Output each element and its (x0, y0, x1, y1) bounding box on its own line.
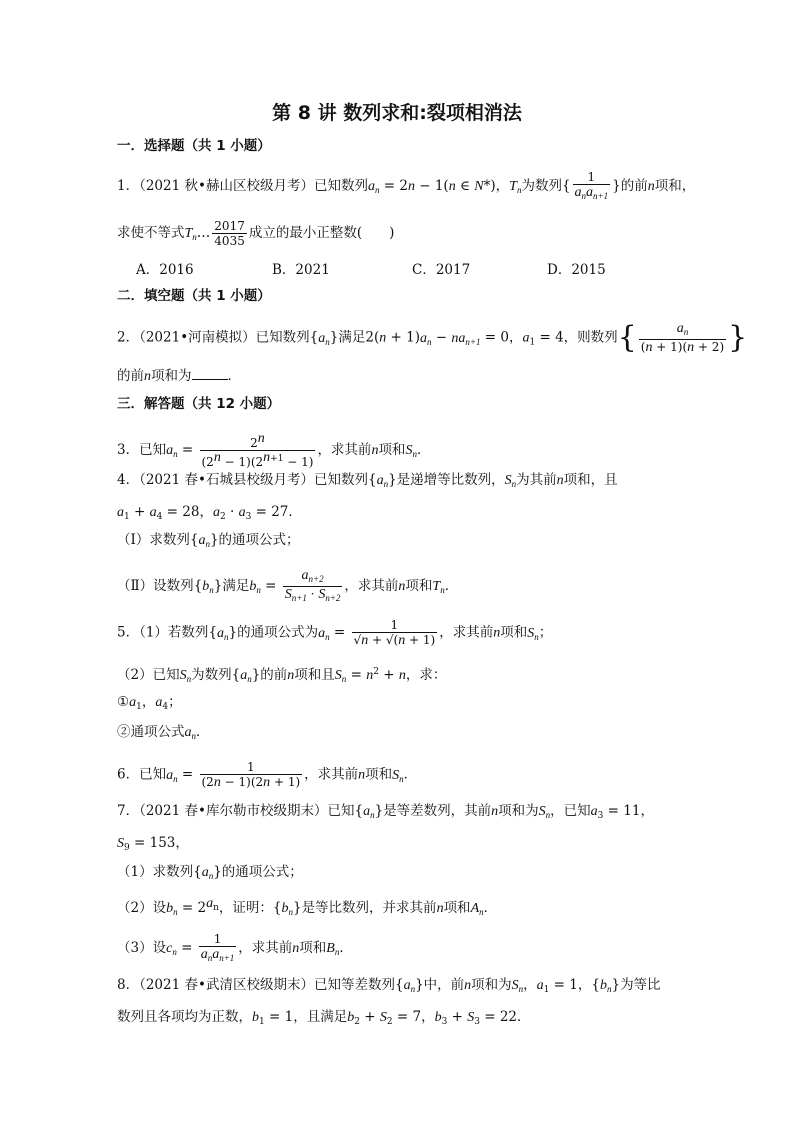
text: ① (117, 694, 130, 710)
text: 成立的最小正整数( ) (248, 225, 395, 241)
text: ， (199, 504, 213, 520)
text: 已知数列 (255, 329, 310, 346)
text: 数列且各项均为正数， (117, 1009, 252, 1025)
question-source: （2021 春•石城县校级月考） (139, 472, 314, 488)
text: ②通项公式 (117, 724, 185, 740)
text: 项和 (299, 940, 327, 956)
question-source: （2021 春•库尔勒市校级期末） (139, 803, 328, 819)
formula-fraction: $\frac{1}{a_na_{n+1}}$ (574, 170, 609, 201)
text: ，且满足 (293, 1009, 348, 1025)
text: 项和 (378, 442, 406, 458)
question-5-item-2: ②通项公式$a_n$． (117, 724, 210, 741)
section-heading-choice: 一．选择题（共 1 小题） (117, 138, 271, 154)
text: 项和 (365, 766, 393, 783)
question-4-line-2: $a_1 + a_4 = 28$，$a_2 \cdot a_3 = 27$． (117, 504, 302, 522)
text: ， (523, 977, 537, 993)
text: }的前 (612, 178, 648, 194)
text: （1）求数列 (117, 864, 194, 880)
question-7-part-3: （3）设$c_n$ = $\frac{1}{a_na_{n+1}}$ ，求其前n项和$B_n$． (117, 932, 353, 963)
text: ， (495, 178, 510, 194)
text: ，求其前 (439, 624, 494, 641)
text: 为数列 (191, 667, 232, 683)
question-7-line-1: 7．（2021 春•库尔勒市校级期末）已知$\{a_n\}$是等差数列，其前n项和为$S_n$，已知$a_3 = 11$， (117, 803, 654, 821)
section-heading-solve: 三．解答题（共 12 小题） (117, 396, 281, 412)
text: 项和 (405, 578, 433, 594)
text: 是等比数列，并求其前 (301, 900, 437, 916)
text: （Ⅱ）设数列 (117, 578, 194, 594)
question-source: （2021 春•武清区校级期末） (139, 977, 314, 993)
text: 已知 (327, 803, 355, 819)
formula-fraction: $\frac{2017}{4035}$ (214, 219, 245, 248)
section-heading-fill: 二．填空题（共 1 小题） (117, 288, 271, 304)
text: 的通项公式为 (237, 624, 319, 641)
text: 满足 (222, 578, 250, 594)
question-number: 5． (117, 624, 140, 641)
text: 为等比 (620, 977, 661, 993)
question-number: 7． (117, 803, 140, 819)
question-7-line-2: $S_9 = 153$， (117, 835, 189, 853)
text: ，已知 (550, 803, 591, 819)
question-8-line-2: 数列且各项均为正数，$b_1 = 1$，且满足$b_2 + S_2 = 7$，$b_3 + S_3 = 22$． (117, 1009, 531, 1027)
question-3: 3．已知$a_n$ = $\frac{2^n}{(2^n - 1)(2^{n+1} - 1)}$ ，求其前n项和$S_n$． (117, 431, 431, 469)
choice-d[interactable]: D．2015 (547, 262, 606, 278)
question-5-item-1: $①a_1$，$a_4$； (117, 694, 182, 712)
question-5-part-2: （2）已知$S_n$为数列$\{a_n\}$的前n项和且$S_n = n^2 + n$，求： (117, 667, 447, 684)
text: 为其前 (516, 472, 557, 488)
question-4-line-1: 4．（2021 春•石城县校级月考）已知数列$\{a_n\}$是递增等比数列，$S_n$为其前n项和，且 (117, 472, 618, 489)
question-2-line-2: 的前n项和为 ． (117, 368, 241, 384)
question-1-line-1: 1．（2021 秋•赫山区校级月考）已知数列$a_n = 2n - 1(n$ ∈ N*)，$T_n$为数列{ $\frac{1}{a_na_{n+1}}$ }的前n项和， (117, 170, 696, 201)
text: 满足 (338, 329, 366, 346)
text: 已知 (139, 766, 167, 783)
text: ． (227, 368, 241, 384)
text: 是递增等比数列， (396, 472, 505, 488)
text: ． (517, 1009, 531, 1025)
question-source: （2021•河南模拟） (139, 329, 256, 346)
text: 的通项公式； (221, 864, 303, 880)
question-number: 1． (117, 178, 140, 194)
question-4-part-2: （Ⅱ）设数列$\{b_n\}$满足$b_n$ = $\frac{a_{n+2}}{S_{n+1} \cdot S_{n+2}}$ ，求其前n项和$T_n$． (117, 568, 459, 603)
question-number: 4． (117, 472, 140, 488)
choice-a[interactable]: A．2016 (136, 262, 194, 278)
choice-b[interactable]: B．2021 (272, 262, 330, 278)
text: ． (444, 578, 459, 594)
text: （1）若数列 (139, 624, 209, 641)
text: ， (640, 803, 654, 819)
question-4-part-1: （Ⅰ）求数列$\{a_n\}$的通项公式； (117, 532, 300, 549)
formula-fraction: $\frac{1}{(2n - 1)(2n + 1)}$ (201, 760, 301, 790)
text: ． (483, 900, 498, 916)
text: 已知数列 (313, 472, 368, 488)
formula-fraction: $\frac{a_n}{(n + 1)(n + 2)}$ (640, 321, 725, 355)
text: ， (508, 329, 523, 346)
answer-blank[interactable] (192, 367, 228, 380)
question-2-line-1: 2．（2021•河南模拟）已知数列$\{a_n\}$满足$2(n + 1)a_n - na_{n+1} = 0$，$a_1 = 4$，则数列{ $\frac{a_n}{(n + 1)(n + 2)}$ } (117, 320, 748, 355)
text: 项和为 (151, 368, 192, 384)
text: ，求其前 (317, 442, 372, 458)
text: ． (339, 940, 353, 956)
text: 的前 (117, 368, 144, 384)
text: 为数列{ (521, 178, 571, 194)
text: 项和 (500, 624, 528, 641)
text: 项和， (654, 178, 696, 194)
text: ，求其前 (238, 940, 293, 956)
question-number: 6． (117, 766, 140, 783)
text: 已知 (139, 442, 167, 458)
formula-fraction: $\frac{2^n}{(2^n - 1)(2^{n+1} - 1)}$ (201, 431, 314, 469)
text: ； (168, 694, 182, 710)
text: 已知数列 (313, 178, 368, 194)
text: 的前 (260, 667, 288, 683)
text: 项和为 (498, 803, 539, 819)
formula-fraction: $\frac{a_{n+2}}{S_{n+1} \cdot S_{n+2}}$ (284, 568, 341, 603)
text: ． (196, 724, 210, 740)
text: ，则数列 (563, 329, 618, 346)
text: （2）已知 (117, 667, 180, 683)
text: ，求： (405, 667, 447, 683)
question-source: （2021 秋•赫山区校级月考） (139, 178, 314, 194)
text: 项和，且 (563, 472, 618, 488)
text: （Ⅰ）求数列 (117, 532, 190, 548)
question-number: 2． (117, 329, 140, 346)
text: ， (141, 694, 156, 710)
question-7-part-2: （2）设$b_n = 2^{a_n}$，证明：$\{b_n\}$是等比数列，并求其前n项和$A_n$． (117, 896, 498, 917)
text: ， (421, 1009, 435, 1025)
text: 的通项公式； (218, 532, 300, 548)
text: 中，前 (423, 977, 465, 993)
text: ，证明： (218, 900, 273, 916)
question-number: 8． (117, 977, 140, 993)
text: ． (403, 766, 418, 783)
text: ，求其前 (344, 578, 399, 594)
formula-fraction: $\frac{1}{a_na_{n+1}}$ (200, 932, 235, 963)
text: 项和 (443, 900, 471, 916)
question-8-line-1: 8．（2021 春•武清区校级期末）已知等差数列$\{a_n\}$中，前n项和为$S_n$，$a_1 = 1$，$\{b_n\}$为等比 (117, 977, 661, 995)
formula-fraction: $\frac{1}{√n + √(n + 1)}$ (353, 618, 436, 648)
text: ． (416, 442, 431, 458)
text: 是等差数列，其前 (383, 803, 492, 819)
text: ， (577, 977, 592, 993)
text: 项和且 (294, 667, 335, 683)
text: 项和为 (471, 977, 512, 993)
choice-c[interactable]: C．2017 (412, 262, 471, 278)
text: 求使不等式 (117, 225, 185, 241)
text: （2）设 (117, 900, 167, 916)
text: ，求其前 (304, 766, 359, 783)
question-number: 3． (117, 442, 140, 458)
text: （3）设 (117, 940, 167, 956)
text: 已知等差数列 (313, 977, 395, 993)
text: ， (175, 835, 189, 851)
question-7-part-1: （1）求数列$\{a_n\}$的通项公式； (117, 864, 303, 881)
question-5-part-1: 5．（1）若数列$\{a_n\}$的通项公式为$a_n$ = $\frac{1}{√n + √(n + 1)}$ ，求其前n项和$S_n$； (117, 618, 553, 648)
question-6: 6．已知$a_n$ = $\frac{1}{(2n - 1)(2n + 1)}$ ，求其前n项和$S_n$． (117, 760, 418, 790)
question-1-line-2: 求使不等式$T_n\dots$ $\frac{2017}{4035}$ 成立的最小正整数( ) (117, 219, 395, 248)
page-title: 第 8 讲 数列求和:裂项相消法 (272, 102, 522, 124)
text: ； (538, 624, 553, 641)
